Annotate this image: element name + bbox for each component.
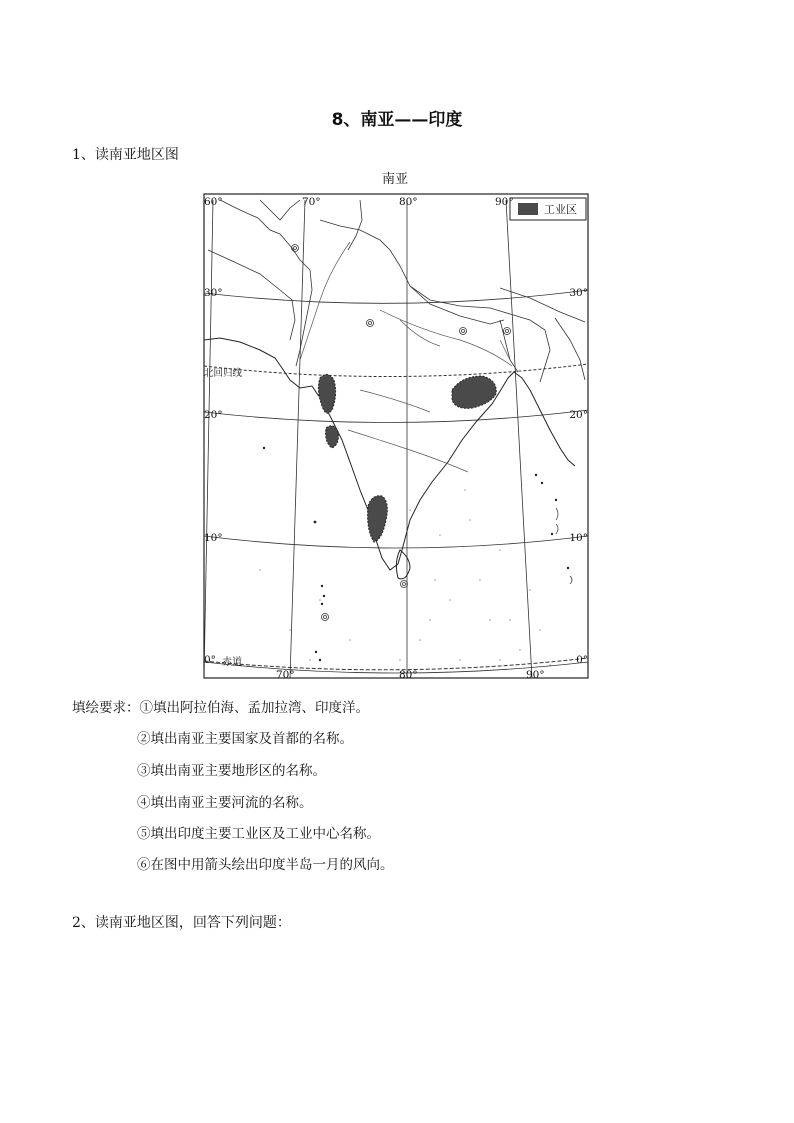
lon-label: 80°: [399, 669, 418, 681]
requirements-label: 填绘要求：: [72, 700, 140, 716]
lon-label: 90°: [495, 196, 514, 208]
lat-label: 0°: [576, 654, 588, 666]
page-title: 8、南亚——印度: [331, 110, 463, 130]
question-1: 1、读南亚地区图: [72, 147, 179, 163]
lat-label: 20°: [204, 409, 223, 421]
requirement-item: ⑥在图中用箭头绘出印度半岛一月的风向。: [137, 857, 394, 873]
requirement-item: ③填出南亚主要地形区的名称。: [137, 763, 326, 779]
equator-label: 赤道: [222, 657, 242, 668]
legend-swatch: [518, 203, 538, 215]
lon-label: 90°: [526, 669, 545, 681]
requirement-item: ④填出南亚主要河流的名称。: [137, 795, 313, 811]
requirement-item: ①填出阿拉伯海、孟加拉湾、印度洋。: [139, 700, 369, 716]
lon-label: 70°: [302, 196, 321, 208]
lat-label: 0°: [204, 654, 216, 666]
lon-label: 60°: [204, 196, 223, 208]
lat-label: 30°: [569, 287, 588, 299]
lat-label: 10°: [569, 532, 588, 544]
map-caption: 南亚: [381, 172, 408, 187]
requirements-header: [72, 696, 369, 716]
tropic-label: 北回归线: [204, 368, 243, 379]
lat-label: 10°: [204, 532, 223, 544]
lon-label: 80°: [399, 196, 418, 208]
map-svg: [200, 190, 592, 682]
lon-label: 70°: [276, 669, 295, 681]
question-2: 2、读南亚地区图，回答下列问题：: [72, 915, 291, 931]
legend-label: 工业区: [544, 203, 577, 216]
map-frame: [204, 194, 588, 678]
lat-label: 20°: [569, 409, 588, 421]
requirement-item: ②填出南亚主要国家及首都的名称。: [137, 731, 353, 747]
requirement-item: ⑤填出印度主要工业区及工业中心名称。: [137, 826, 380, 842]
south-asia-map: [200, 190, 592, 682]
lat-label: 30°: [204, 287, 223, 299]
